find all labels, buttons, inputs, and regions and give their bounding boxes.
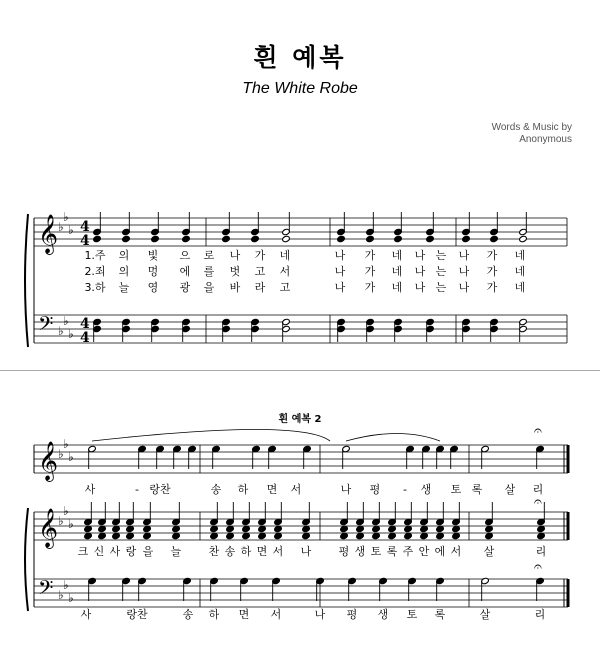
lyric-syllable: 는: [435, 265, 447, 278]
bass-clef-icon: 𝄢: [38, 576, 54, 604]
lyric-syllable: -: [135, 483, 139, 496]
lyric-syllable: 토: [406, 608, 418, 621]
lyric-syllable: 고: [254, 265, 266, 278]
flat-icon: ♭: [68, 517, 74, 531]
flat-icon: ♭: [63, 314, 69, 328]
credit-line-2: Anonymous: [519, 134, 572, 145]
lyric-syllable: 신: [93, 545, 105, 558]
lyric-syllable: 나: [458, 249, 470, 262]
flat-icon: ♭: [58, 324, 64, 338]
time-signature: 4: [80, 219, 90, 235]
lyric-syllable: 광: [179, 281, 191, 294]
lyric-syllable: 늘: [118, 281, 130, 294]
lyric-syllable: 을: [203, 281, 215, 294]
lyric-syllable: 리: [534, 608, 546, 621]
lyric-syllable: 면: [266, 483, 278, 496]
treble-clef-icon: 𝄞: [38, 508, 59, 548]
fermata-icon: 𝄐: [534, 494, 542, 510]
flat-icon: ♭: [63, 210, 69, 224]
lyric-syllable: 생: [420, 483, 432, 496]
flat-icon: ♭: [63, 504, 69, 518]
lyric-syllable: 나: [314, 608, 326, 621]
lyric-syllable: 가: [364, 281, 376, 294]
lyric-syllable: 벗: [229, 265, 241, 278]
lyric-syllable: 에: [434, 545, 446, 558]
lyric-syllable: 빛: [147, 249, 159, 262]
lyric-syllable: 고: [279, 281, 291, 294]
flat-icon: ♭: [58, 514, 64, 528]
flat-icon: ♭: [63, 437, 69, 451]
note-head: [519, 235, 528, 242]
lyric-syllable: 을: [142, 545, 154, 558]
lyric-syllable: 네: [514, 281, 526, 294]
lyric-syllable: 나: [414, 281, 426, 294]
lyric-syllable: 송: [210, 483, 222, 496]
flat-icon: ♭: [68, 223, 74, 237]
lyric-syllable: 가: [486, 281, 498, 294]
lyric-syllable: 로: [203, 249, 215, 262]
lyric-syllable: 나: [334, 265, 346, 278]
lyric-syllable: 는: [435, 281, 447, 294]
lyric-syllable: 멍: [147, 265, 159, 278]
lyric-syllable: 가: [254, 249, 266, 262]
lyric-syllable: 를: [203, 265, 215, 278]
brace: [25, 508, 28, 611]
time-signature: 4: [80, 316, 90, 332]
lyric-syllable: 하: [208, 608, 220, 621]
flat-icon: ♭: [68, 450, 74, 464]
lyric-syllable: 찬: [208, 545, 220, 558]
lyric-syllable: -: [403, 483, 407, 496]
lyric-syllable: 는: [435, 249, 447, 262]
lyric-syllable: 의: [118, 265, 130, 278]
lyric-syllable: 나: [458, 265, 470, 278]
lyric-syllable: 나: [300, 545, 312, 558]
lyric-syllable: 랑: [125, 545, 137, 558]
lyric-syllable: 살: [504, 483, 516, 496]
lyric-syllable: 3.하: [84, 281, 106, 294]
lyric-syllable: 네: [514, 265, 526, 278]
lyric-syllable: 나: [414, 249, 426, 262]
lyric-syllable: 사: [84, 483, 96, 496]
lyric-syllable: 평: [338, 545, 350, 558]
lyric-syllable: 면: [238, 608, 250, 621]
song-subtitle: The White Robe: [242, 80, 358, 97]
lyric-syllable: 랑찬: [149, 483, 171, 496]
lyric-syllable: 사: [80, 608, 92, 621]
lyric-syllable: 록: [434, 608, 446, 621]
lyric-syllable: 서: [272, 545, 284, 558]
lyric-syllable: 안: [418, 545, 430, 558]
lyric-syllable: 가: [364, 249, 376, 262]
flat-icon: ♭: [58, 220, 64, 234]
lyric-syllable: 라: [254, 281, 266, 294]
lyric-syllable: 송: [224, 545, 236, 558]
lyric-syllable: 평: [369, 483, 381, 496]
lyric-syllable: 리: [535, 545, 547, 558]
brace: [25, 214, 28, 347]
treble-clef-icon: 𝄞: [38, 441, 59, 481]
credit-line-1: Words & Music by: [491, 122, 572, 133]
flat-icon: ♭: [68, 327, 74, 341]
lyric-syllable: 서: [450, 545, 462, 558]
lyric-syllable: 영: [147, 281, 159, 294]
slur: [92, 430, 330, 442]
lyric-syllable: 가: [364, 265, 376, 278]
lyric-syllable: 서: [290, 483, 302, 496]
lyric-syllable: 록: [471, 483, 483, 496]
lyric-syllable: 나: [334, 249, 346, 262]
time-signature: 4: [80, 330, 90, 346]
song-title: 흰 예복: [253, 43, 347, 72]
lyric-syllable: 사: [109, 545, 121, 558]
lyric-syllable: 토: [450, 483, 462, 496]
lyric-syllable: 2.죄: [84, 265, 106, 278]
lyric-syllable: 가: [486, 249, 498, 262]
flat-icon: ♭: [68, 591, 74, 605]
lyric-syllable: 면: [256, 545, 268, 558]
lyric-syllable: 생: [354, 545, 366, 558]
lyric-syllable: 평: [346, 608, 358, 621]
lyric-syllable: 하: [240, 545, 252, 558]
lyric-syllable: 리: [532, 483, 544, 496]
lyric-syllable: 살: [479, 608, 491, 621]
lyric-syllable: 랑찬: [126, 608, 148, 621]
lyric-syllable: 네: [279, 249, 291, 262]
lyric-syllable: 나: [340, 483, 352, 496]
lyric-syllable: 에: [179, 265, 191, 278]
fermata-icon: 𝄐: [534, 559, 542, 575]
lyric-syllable: 1.주: [84, 249, 106, 262]
flat-icon: ♭: [58, 588, 64, 602]
lyric-syllable: 네: [391, 265, 403, 278]
bass-clef-icon: 𝄢: [38, 312, 54, 340]
flat-icon: ♭: [58, 447, 64, 461]
lyric-syllable: 네: [514, 249, 526, 262]
lyric-syllable: 늘: [170, 545, 182, 558]
lyric-syllable: 으: [179, 249, 191, 262]
lyric-syllable: 나: [229, 249, 241, 262]
lyric-syllable: 생: [377, 608, 389, 621]
fermata-icon: 𝄐: [534, 423, 542, 439]
lyric-syllable: 나: [458, 281, 470, 294]
lyric-syllable: 가: [486, 265, 498, 278]
lyric-syllable: 네: [391, 249, 403, 262]
treble-clef-icon: 𝄞: [38, 214, 59, 254]
lyric-syllable: 나: [414, 265, 426, 278]
lyric-syllable: 하: [237, 483, 249, 496]
lyric-syllable: 크: [77, 545, 89, 558]
lyric-syllable: 서: [279, 265, 291, 278]
lyric-syllable: 서: [270, 608, 282, 621]
lyric-syllable: 바: [229, 281, 241, 294]
lyric-syllable: 살: [483, 545, 495, 558]
time-signature: 4: [80, 233, 90, 249]
lyric-syllable: 주: [402, 545, 414, 558]
lyric-syllable: 나: [334, 281, 346, 294]
lyric-syllable: 의: [118, 249, 130, 262]
lyric-syllable: 송: [182, 608, 194, 621]
lyric-syllable: 네: [391, 281, 403, 294]
lyric-syllable: 토: [370, 545, 382, 558]
page-2-title: 흰 예복 2: [278, 414, 322, 425]
lyric-syllable: 록: [386, 545, 398, 558]
flat-icon: ♭: [63, 578, 69, 592]
slur: [346, 434, 440, 442]
